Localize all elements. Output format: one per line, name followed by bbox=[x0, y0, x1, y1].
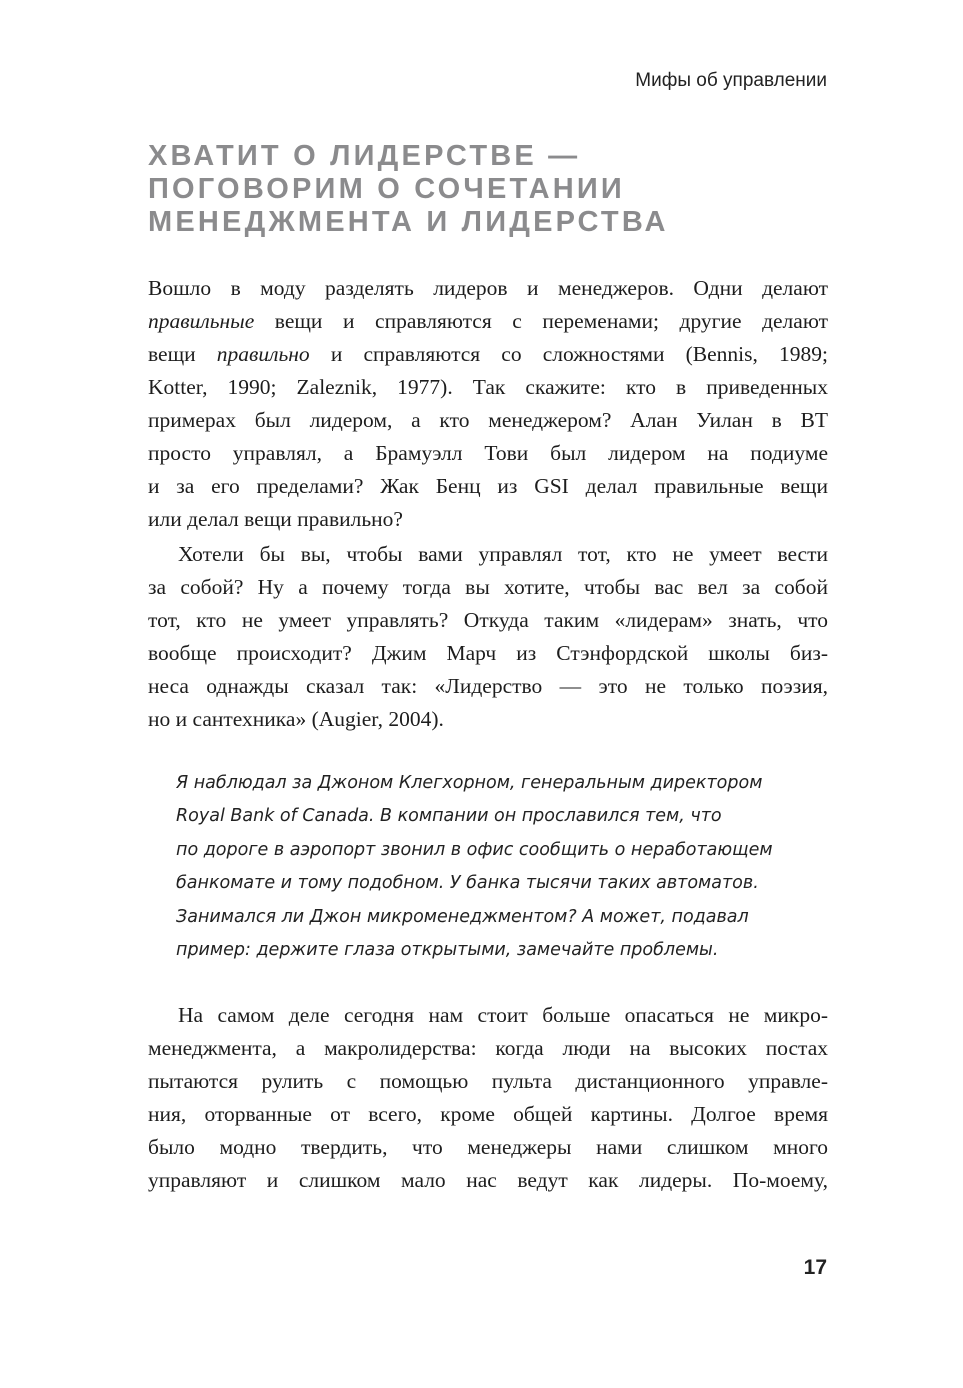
emphasis: правильные bbox=[148, 309, 255, 333]
text-line: тот, кто не умеет управлять? Откуда таким «лидерам» знать, что bbox=[148, 608, 828, 632]
text-line: пытаются рулить с помощью пульта дистанционного управле- bbox=[148, 1069, 828, 1093]
section-heading bbox=[148, 140, 669, 239]
quote-line: Я наблюдал за Джоном Клегхорном, генеральным директором bbox=[176, 773, 763, 793]
text-line bbox=[148, 338, 828, 371]
emphasis: правильно bbox=[216, 342, 310, 366]
text-line: но и сантехника» (Augier, 2004). bbox=[148, 707, 444, 731]
paragraph-1 bbox=[148, 272, 828, 536]
text-line: за собой? Ну а почему тогда вы хотите, чтобы вас вел за собой bbox=[148, 575, 828, 599]
running-header: Мифы об управлении bbox=[635, 70, 827, 91]
text-line: или делал вещи правильно? bbox=[148, 507, 403, 531]
quote-line: Royal Bank of Canada. В компании он прославился тем, что bbox=[176, 806, 722, 827]
text-line: было модно твердить, что менеджеры нами слишком много bbox=[148, 1135, 828, 1159]
text-line: примерах был лидером, а кто менеджером? Алан Уилан в BT bbox=[148, 408, 828, 432]
paragraph-2 bbox=[148, 538, 828, 736]
quote-line: Занимался ли Джон микроменеджментом? А может, подавал bbox=[176, 906, 749, 927]
text: вещи bbox=[148, 342, 217, 366]
text-line: Kotter, 1990; Zaleznik, 1977). Так скажите: кто в приведенных bbox=[148, 375, 828, 399]
text-line: и за его пределами? Жак Бенц из GSI делал правильные вещи bbox=[148, 474, 828, 498]
page-number: 17 bbox=[803, 1256, 827, 1279]
text-line: неса однажды сказал так: «Лидерство — это не только поэзия, bbox=[148, 674, 828, 698]
heading-line: ХВАТИТ О ЛИДЕРСТВЕ — bbox=[148, 140, 581, 172]
text-line: Вошло в моду разделять лидеров и менеджеров. Одни делают bbox=[148, 276, 828, 300]
text-line: менеджмента, а макролидерства: когда люди на высоких постах bbox=[148, 1036, 828, 1060]
text: и справляются со сложностями (Bennis, 1989; bbox=[309, 342, 828, 366]
text-line bbox=[148, 305, 828, 338]
text-line: вообще происходит? Джим Марч из Стэнфордской школы биз- bbox=[148, 641, 828, 665]
text-line: На самом деле сегодня нам стоит больше опасаться не микро- bbox=[178, 1003, 828, 1027]
text-line: Хотели бы вы, чтобы вами управлял тот, кто не умеет вести bbox=[178, 542, 828, 566]
heading-line: ПОГОВОРИМ О СОЧЕТАНИИ bbox=[148, 173, 625, 205]
heading-line: МЕНЕДЖМЕНТА И ЛИДЕРСТВА bbox=[148, 206, 669, 238]
quote-line: по дороге в аэропорт звонил в офис сообщить о неработающем bbox=[176, 839, 773, 860]
text-line: просто управлял, а Брамуэлл Тови был лидером на подиуме bbox=[148, 441, 828, 465]
quote-line: банкомате и тому подобном. У банка тысячи таких автоматов. bbox=[176, 873, 759, 894]
text: вещи и справляются с переменами; другие делают bbox=[254, 309, 828, 333]
paragraph-3 bbox=[148, 999, 828, 1197]
text-line: ния, оторванные от всего, кроме общей картины. Долгое время bbox=[148, 1102, 828, 1126]
text-line: управляют и слишком мало нас ведут как лидеры. По-моему, bbox=[148, 1168, 828, 1192]
quote-line: пример: держите глаза открытыми, замечайте проблемы. bbox=[176, 940, 719, 961]
block-quote bbox=[176, 767, 828, 967]
